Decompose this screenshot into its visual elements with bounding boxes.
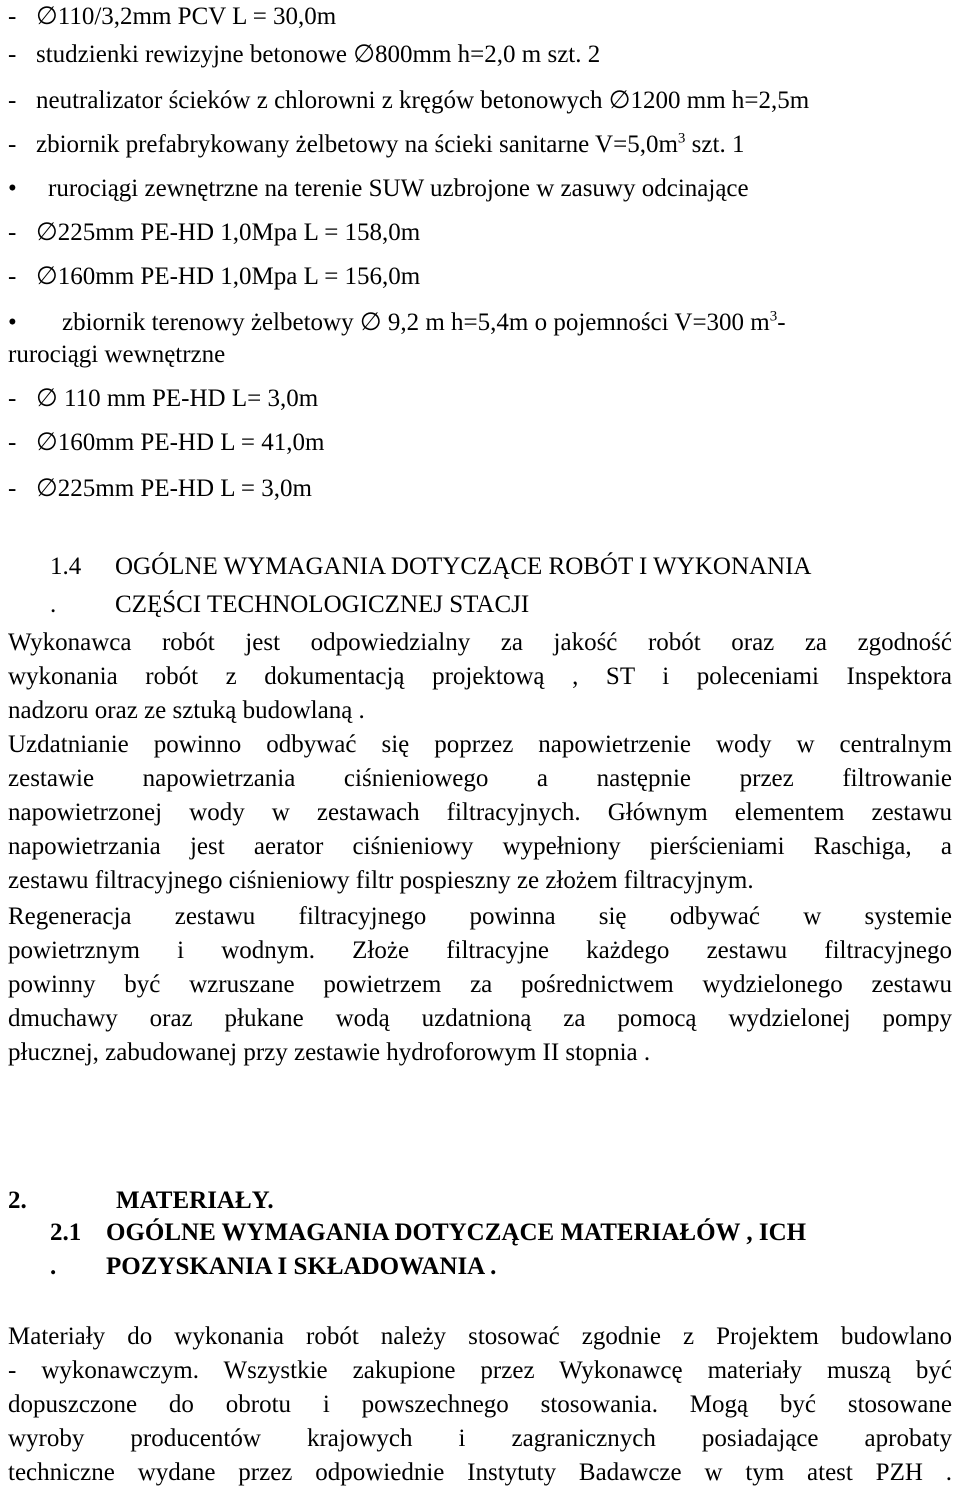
section-heading: 1.4 OGÓLNE WYMAGANIA DOTYCZĄCE ROBÓT I WYKONANIA — [50, 553, 812, 580]
chapter-heading: 2. MATERIAŁY. — [8, 1187, 274, 1214]
paragraph-line: nadzoru oraz ze sztuką budowlaną . — [8, 697, 365, 724]
list-item: - ∅110/3,2mm PCV L = 30,0m — [8, 3, 337, 30]
paragraph-line: Materiały do wykonania robót należy stosować zgodnie z Projektem budowlano — [8, 1323, 952, 1350]
paragraph-line: zestawu filtracyjnego ciśnieniowy filtr pospieszny ze złożem filtracyjnym. — [8, 867, 754, 894]
section-heading-continuation: . CZĘŚCI TECHNOLOGICZNEJ STACJI — [50, 591, 530, 618]
section-heading: 2.1 OGÓLNE WYMAGANIA DOTYCZĄCE MATERIAŁÓW , ICH — [50, 1219, 807, 1246]
bullet-item-continuation: rurociągi wewnętrzne — [8, 341, 226, 368]
paragraph-line: techniczne wydane przez odpowiednie Instytuty Badawcze w tym atest PZH . — [8, 1459, 952, 1486]
list-item: - ∅160mm PE-HD L = 41,0m — [8, 429, 325, 456]
paragraph-line: wykonania robót z dokumentacją projektową , ST i poleceniami Inspektora — [8, 663, 952, 690]
paragraph-line: powinny być wzruszane powietrzem za pośrednictwem wydzielonego zestawu — [8, 971, 952, 998]
list-item: - ∅160mm PE-HD 1,0Mpa L = 156,0m — [8, 263, 421, 290]
paragraph-line: zestawie napowietrzania ciśnieniowego a następnie przez filtrowanie — [8, 765, 952, 792]
list-item: - ∅ 110 mm PE-HD L= 3,0m — [8, 385, 319, 412]
bullet-item: • rurociągi zewnętrzne na terenie SUW uzbrojone w zasuwy odcinające — [8, 175, 749, 202]
list-item: - ∅225mm PE-HD L = 3,0m — [8, 475, 312, 502]
paragraph-line: - wykonawczym. Wszystkie zakupione przez Wykonawcę materiały muszą być — [8, 1357, 952, 1384]
list-item: - ∅225mm PE-HD 1,0Mpa L = 158,0m — [8, 219, 421, 246]
list-item: - zbiornik prefabrykowany żelbetowy na ścieki sanitarne $V=5,0m^3$ szt. 1 — [8, 130, 745, 158]
paragraph-line: napowietrzania jest aerator ciśnieniowy wypełniony pierścieniami Raschiga, a — [8, 833, 952, 860]
bullet-item: • zbiornik terenowy żelbetowy ∅ 9,2 m h=5,4m o pojemności V=300 $m^3-$ — [8, 308, 786, 336]
list-item: - neutralizator ścieków z chlorowni z kręgów betonowych ∅1200 mm h=2,5m — [8, 87, 810, 114]
list-item: - studzienki rewizyjne betonowe ∅800mm h=2,0 m szt. 2 — [8, 41, 601, 68]
paragraph-line: płucznej, zabudowanej przy zestawie hydroforowym II stopnia . — [8, 1039, 651, 1066]
paragraph-line: napowietrzonej wody w zestawach filtracyjnych. Głównym elementem zestawu — [8, 799, 952, 826]
section-heading-continuation: . POZYSKANIA I SKŁADOWANIA . — [50, 1253, 497, 1280]
paragraph-line: wyroby producentów krajowych i zagranicznych posiadające aprobaty — [8, 1425, 952, 1452]
paragraph-line: Wykonawca robót jest odpowiedzialny za jakość robót oraz za zgodność — [8, 629, 952, 656]
paragraph-line: Uzdatnianie powinno odbywać się poprzez napowietrzenie wody w centralnym — [8, 731, 952, 758]
paragraph-line: powietrznym i wodnym. Złoże filtracyjne każdego zestawu filtracyjnego — [8, 937, 952, 964]
paragraph-line: Regeneracja zestawu filtracyjnego powinna się odbywać w systemie — [8, 903, 952, 930]
paragraph-line: dmuchawy oraz płukane wodą uzdatnioną za pomocą wydzielonej pompy — [8, 1005, 952, 1032]
paragraph-line: dopuszczone do obrotu i powszechnego stosowania. Mogą być stosowane — [8, 1391, 952, 1418]
